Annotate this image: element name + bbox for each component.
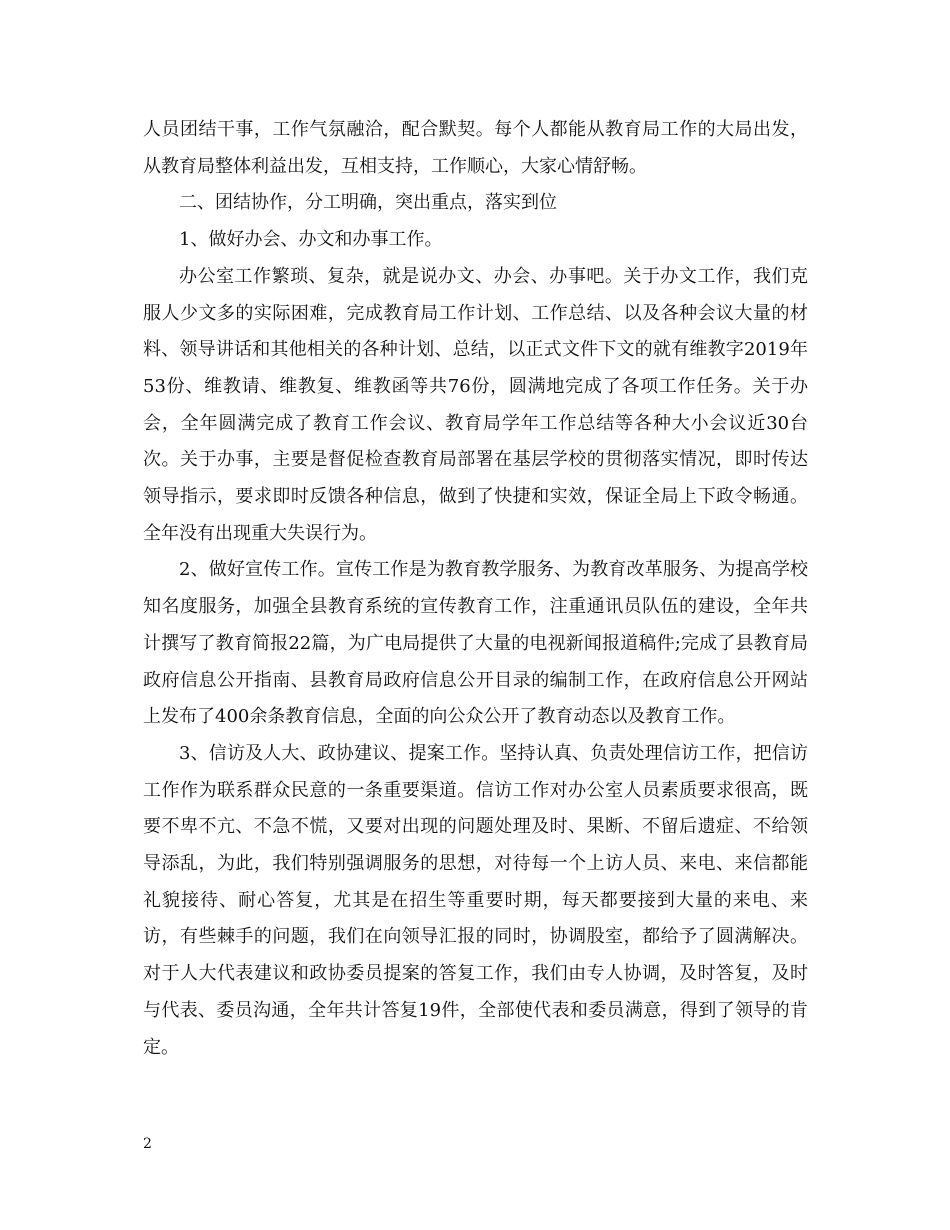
document-body: [143, 112, 808, 1066]
paragraph-publicity-work: 2、做好宣传工作。宣传工作是为教育教学服务、为教育改革服务、为提高学校知名度服务，加强全县教育系统的宣传教育工作，注重通讯员队伍的建设，全年共计撰写了教育简报22篇，为广电局提供了大量的电视新闻报道稿件;完成了县教育局政府信息公开指南、县教育局政府信息公开目录的编制工作，在政府信息公开网站上发布了400余条教育信息，全面的向公众公开了教育动态以及教育工作。: [143, 559, 808, 728]
paragraph-petition-work: 3、信访及人大、政协建议、提案工作。坚持认真、负责处理信访工作，把信访工作作为联系群众民意的一条重要渠道。信访工作对办公室人员素质要求很高，既要不卑不亢、不急不慌，又要对出现的问题处理及时、果断、不留后遗症、不给领导添乱，为此，我们特别强调服务的思想，对待每一个上访人员、来电、来信都能礼貌接待、耐心答复，尤其是在招生等重要时期，每天都要接到大量的来电、来访，有些棘手的问题，我们在向领导汇报的同时，协调股室，都给予了圆满解决。对于人大代表建议和政协委员提案的答复工作，我们由专人协调，及时答复，及时与代表、委员沟通，全年共计答复19件，全部使代表和委员满意，得到了领导的肯定。: [143, 742, 808, 1058]
section-heading: 二、团结协作，分工明确，突出重点，落实到位: [179, 192, 557, 214]
paragraph-continuation: 人员团结干事，工作气氛融洽，配合默契。每个人都能从教育局工作的大局出发，从教育局整体利益出发，互相支持，工作顺心，大家心情舒畅。: [143, 119, 808, 177]
page-number: 2: [143, 1136, 152, 1152]
paragraph-office-work: 办公室工作繁琐、复杂，就是说办文、办会、办事吧。关于办文工作，我们克服人少文多的实际困难，完成教育局工作计划、工作总结、以及各种会议大量的材料、领导讲话和其他相关的各种计划、总结，以正式文件下文的就有维教字2019年53份、维教请、维教复、维教函等共76份，圆满地完成了各项工作任务。关于办会，全年圆满完成了教育工作会议、教育局学年工作总结等各种大小会议近30台次。关于办事，主要是督促检查教育局部署在基层学校的贯彻落实情况，即时传达领导指示，要求即时反馈各种信息，做到了快捷和实效，保证全局上下政令畅通。全年没有出现重大失误行为。: [143, 265, 808, 544]
subsection-heading: 1、做好办会、办文和办事工作。: [179, 229, 443, 251]
